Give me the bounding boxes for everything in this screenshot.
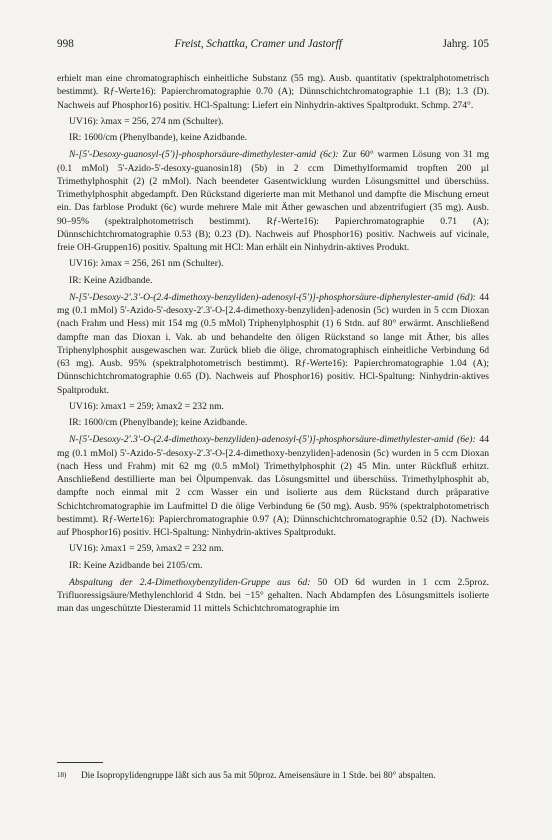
header-authors: Freist, Schattka, Cramer und Jastorff [174,38,342,50]
compound-title-6d: N-[5'-Desoxy-2'.3'-O-(2.4-dimethoxy-benzyliden)-adenosyl-(5')]-phosphorsäure-diphenylester-amid (6d): [69,291,476,303]
footnote-text: Die Isopropylidengruppe läßt sich aus 5a mit 50proz. Ameisensäure in 1 Stde. bei 80° abspalten. [81,770,436,780]
paragraph-6d-text: 44 mg (0.1 mMol) 5'-Azido-5'-desoxy-2'.3'-O-[2.4-dimethoxy-benzyliden]-adenosin (5c) wurden in 5 ccm Dioxan (nach Frahm und Hess) mit 154 mg (0.5 mMol) Triphenylphosphit (1) 6 Stdn. auf 80° erwärmt. Anschließend dampfte man das Dioxan i. Vak. ab und behandelte den öligen Rückstand so lange mit Äther, bis alles Triphenylphosphit ausgewaschen war. Zurück blieb die ölige, chromatographisch einheitliche Verbindung 6d (63 mg). Ausb. 95% (spektralphotometrisch bestimmt). Rƒ-Werte16): Papierchromatographie 1.04 (A); Dünnschichtchromatographie 0.65 (D). Nachweis auf Phosphor16) positiv. HCl-Spaltung: Ninhydrin-aktives Spaltprodukt. [57,291,489,396]
paragraph-6c [57,148,489,254]
paragraph-1: erhielt man eine chromatographisch einheitliche Substanz (55 mg). Ausb. quantitativ (spektralphotometrisch bestimmt). Rƒ-Werte16): Papierchromatographie 0.70 (A); Dünnschichtchromatographie 1.1 (B); 1.3 (D). Nachweis auf Phosphor16) positiv. HCl-Spaltung: Liefert ein Ninhydrin-aktives Spaltprodukt. Schmp. 274°. [57,73,489,111]
section-title-deprotection: Abspaltung der 2.4-Dimethoxybenzyliden-Gruppe aus 6d: [69,576,311,588]
paragraph-6c-text: Zur 60° warmen Lösung von 31 mg (0.1 mMol) 5'-Azido-5'-desoxy-guanosin18) (5b) in 2 ccm Dimethylformamid tropften 200 µl Trimethylphosphit (2) (2 mMol). Nach beendeter Gasentwicklung wurden Lösungsmittel und überschüss. Trimethylphosphit abgedampft. Den Rückstand digerierte man mit Methanol und dampfte die Mischung erneut ein. Das farblose Produkt (6c) wurde mehrere Male mit Äther gewaschen und abzentrifugiert (35 mg). Ausb. 90–95% (spektralphotometrisch bestimmt). Rƒ-Werte16): Papierchromatographie 0.71 (A); Dünnschichtchromatographie 0.53 (B); 0.23 (D). Nachweis auf Phosphor16) positiv. Nachweis auf vicinale, freie OH-Gruppen16) positiv. Spaltung mit HCl: Man erhält ein Ninhydrin-aktives Produkt. [57,149,489,253]
paragraph-6d [57,291,489,397]
footnote [57,769,489,782]
running-header [57,38,489,50]
footnote-rule [57,762,103,763]
footnote-mark: 18) [57,771,67,779]
paragraph-deprotection [57,576,489,616]
paragraph-6e-text: 44 mg (0.1 mMol) 5'-Azido-5'-desoxy-2'.3'-O-[2.4-dimethoxy-benzyliden]-adenosin (5c) wurden in 5 ccm Dioxan (nach Hess und Frahm) mit 62 mg (0.5 mMol) Trimethylphosphit (2) 45 Min. unter Rückfluß erhitzt. Anschließend destillierte man bei Ölpumpenvak. das Lösungsmittel und überschüss. Trimethylphosphit ab, dampfte noch einmal mit 2 ccm Wasser ein und isolierte aus dem Rückstand durch präparative Schichtchromatographie im Laufmittel D die ölige Verbindung 6e (50 mg). Ausb. 95% (spektralphotometrisch bestimmt). Rƒ-Werte16): Papierchromatographie 0.97 (A); Dünnschichtchromatographie 0.52 (D). Nachweis auf Phosphor16) positiv. HCl-Spaltung: Ninhydrin-aktives Spaltprodukt. [57,434,489,538]
paragraph-uv-2: UV16): λmax = 256, 261 nm (Schulter). [69,258,224,270]
paragraph-ir-1: IR: 1600/cm (Phenylbande), keine Azidbande. [69,132,247,143]
paragraph-ir-4: IR: Keine Azidbande bei 2105/cm. [69,559,203,571]
paragraph-ir-3: IR: 1600/cm (Phenylbande); keine Azidbande. [69,417,248,428]
paragraph-uv-3: UV16): λmax1 = 259; λmax2 = 232 nm. [69,400,224,412]
page-number: 998 [57,38,74,50]
compound-title-6e: N-[5'-Desoxy-2'.3'-O-(2.4-dimethoxy-benzyliden)-adenosyl-(5')]-phosphorsäure-dimethylester-amid (6e): [69,434,476,446]
paragraph-deprotection-text: 50 OD 6d wurden in 1 ccm 2.5proz. Trifluoressigsäure/Methylenchlorid 4 Stdn. bei −15° gehalten. Nach Abdampfen des Lösungsmittels isolierte man das ungeschützte Diesteramid 11 mittels Schichtchromatographie im [57,576,489,615]
header-journal: Jahrg. 105 [442,38,489,50]
paragraph-6e [57,433,489,539]
compound-title-6c: N-[5'-Desoxy-guanosyl-(5')]-phosphorsäure-dimethylester-amid (6c): [69,149,339,161]
body-text [57,72,489,616]
paragraph-ir-2: IR: Keine Azidbande. [69,274,153,286]
paragraph-uv-1: UV16): λmax = 256, 274 nm (Schulter). [69,115,224,127]
paragraph-uv-4: UV16): λmax1 = 259, λmax2 = 232 nm. [69,543,224,555]
